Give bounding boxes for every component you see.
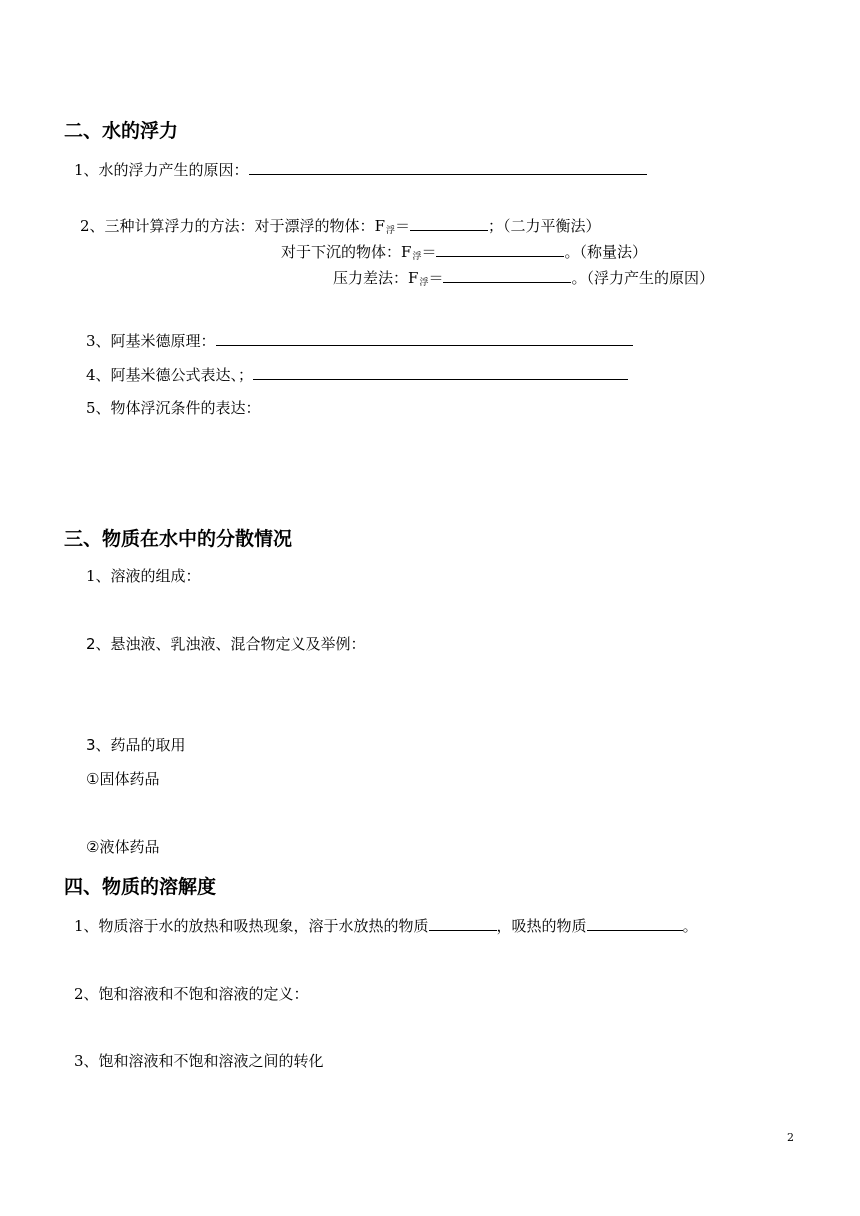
solid-reagent-item: ①固体药品 xyxy=(86,770,160,788)
f-subscript: 浮 xyxy=(419,278,429,288)
liquid-reagent-item: ②液体药品 xyxy=(86,838,160,856)
question-2-3 xyxy=(86,330,633,351)
equals-sign: ＝ xyxy=(395,217,411,235)
answer-blank[interactable] xyxy=(410,216,488,231)
answer-blank[interactable] xyxy=(429,916,497,931)
question-2-1-label: 1、水的浮力产生的原因： xyxy=(74,161,249,179)
section-4-title: 四、物质的溶解度 xyxy=(64,876,217,898)
section-2-title: 二、水的浮力 xyxy=(64,120,179,142)
question-2-1 xyxy=(74,159,647,180)
answer-blank[interactable] xyxy=(443,268,571,283)
f-symbol: F xyxy=(374,217,385,235)
answer-blank[interactable] xyxy=(253,365,628,380)
answer-blank[interactable] xyxy=(587,916,683,931)
method-2-label: 对于下沉的物体： xyxy=(281,243,402,261)
equals-sign: ＝ xyxy=(421,243,437,261)
f-subscript: 浮 xyxy=(412,252,422,262)
answer-blank[interactable] xyxy=(436,242,564,257)
method-2-note: 。（称量法） xyxy=(564,243,647,261)
question-3-1: 1、溶液的组成： xyxy=(86,567,201,585)
question-4-1 xyxy=(74,915,698,936)
question-4-3: 3、饱和溶液和不饱和溶液之间的转化 xyxy=(74,1052,324,1070)
question-2-3-label: 3、阿基米德原理： xyxy=(86,332,216,350)
f-subscript: 浮 xyxy=(385,226,395,236)
question-4-1-text-b: ，吸热的物质 xyxy=(496,917,587,935)
f-symbol: F xyxy=(408,269,419,287)
equals-sign: ＝ xyxy=(428,269,444,287)
page-number: 2 xyxy=(787,1131,794,1144)
answer-blank[interactable] xyxy=(216,331,633,346)
question-2-4 xyxy=(86,364,628,385)
question-3-2: 2、悬浊液、乳浊液、混合物定义及举例： xyxy=(86,635,366,653)
question-4-1-text-c: 。 xyxy=(682,917,698,935)
method-3 xyxy=(333,267,714,288)
method-1-note: ；（二力平衡法） xyxy=(488,217,601,235)
method-1-label: 对于漂浮的物体： xyxy=(254,217,375,235)
question-2-5: 5、物体浮沉条件的表达： xyxy=(86,399,261,417)
question-2-2 xyxy=(80,215,601,236)
section-3-title: 三、物质在水中的分散情况 xyxy=(64,528,293,550)
question-2-2-label: 2、三种计算浮力的方法： xyxy=(80,217,255,235)
method-3-note: 。（浮力产生的原因） xyxy=(571,269,714,287)
method-3-label: 压力差法： xyxy=(333,269,409,287)
answer-blank[interactable] xyxy=(249,160,647,175)
method-2 xyxy=(281,241,647,262)
question-4-1-text-a: 1、物质溶于水的放热和吸热现象，溶于水放热的物质 xyxy=(74,917,429,935)
question-4-2: 2、饱和溶液和不饱和溶液的定义： xyxy=(74,985,309,1003)
f-symbol: F xyxy=(401,243,412,261)
question-3-3: 3、药品的取用 xyxy=(86,736,186,754)
question-2-4-label: 4、阿基米德公式表达、； xyxy=(86,366,254,384)
